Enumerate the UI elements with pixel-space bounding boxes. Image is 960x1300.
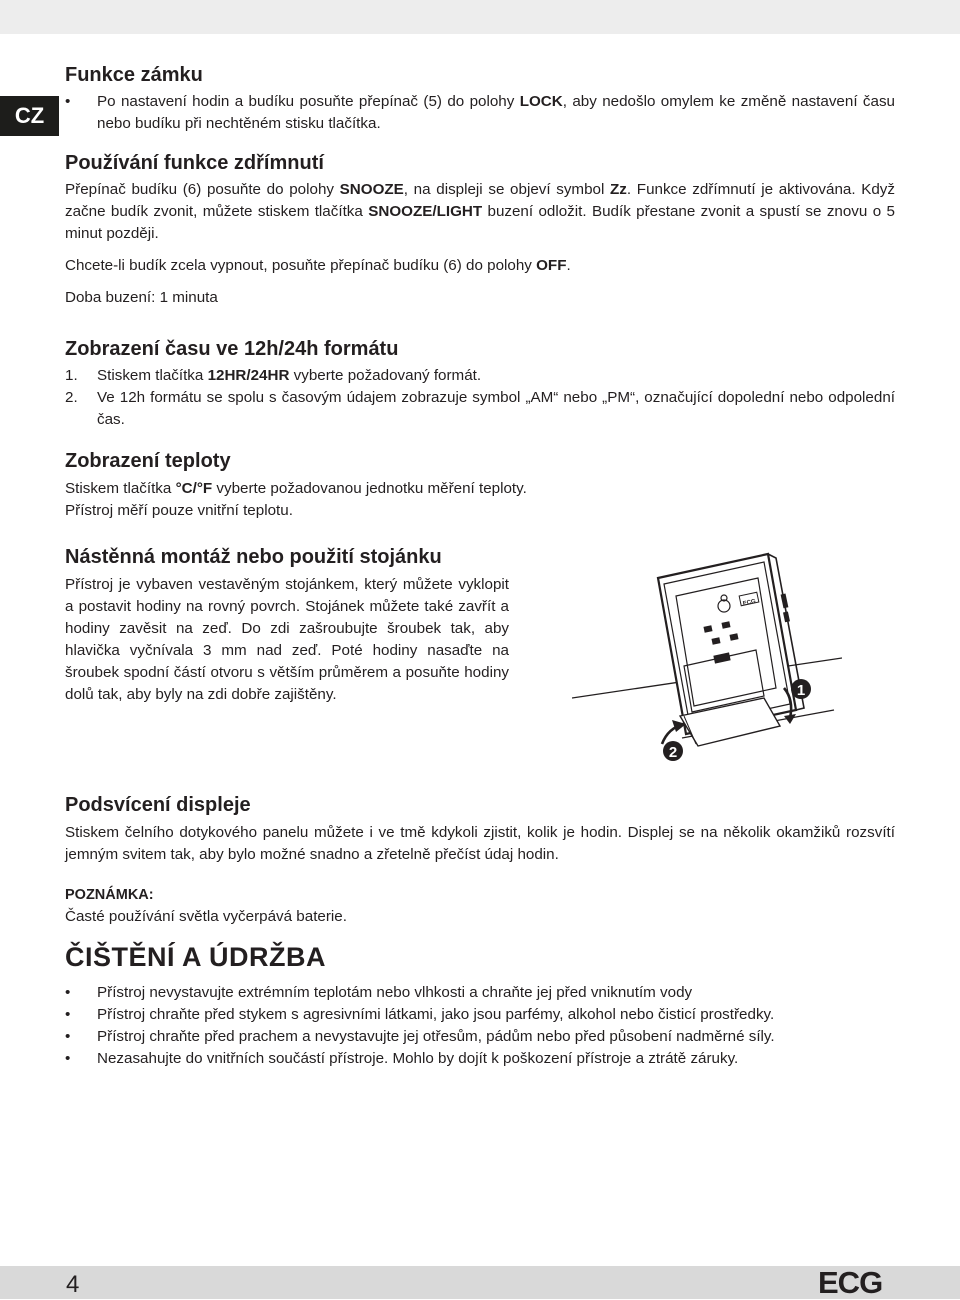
temperature-note: Přístroj měří pouze vnitřní teplotu. <box>65 502 293 519</box>
mounting-heading: Nástěnná montáž nebo použití stojánku <box>65 546 442 568</box>
mounting-section <box>65 544 509 706</box>
callout-1: 1 <box>796 682 806 699</box>
mounting-paragraph: Přístroj je vybaven vestavěným stojánkem, který můžete vyklopit a postavit hodiny na rovný povrch. Stojánek můžete také zavřít a hodiny zavěsit na zeď. Do zdi zašroubujte šroubek tak, aby hlavička vyčnívala 3 mm nad zeď. Poté hodiny nasaďte na šroubek spodní částí otvoru s větším průměrem a posuňte hodiny dolů tak, aby byly na zdi dobře zajištěny. <box>65 576 509 703</box>
temperature-section <box>65 448 895 522</box>
language-tab: CZ <box>0 96 59 136</box>
backlight-section <box>65 792 895 928</box>
lock-bullet-item: • Po nastavení hodin a budíku posuňte přepínač (5) do polohy LOCK, aby nedošlo omylem ke změně nastavení času nebo budíku při nechtěném stisku tlačítka. <box>65 93 895 132</box>
lock-section <box>65 62 895 135</box>
cleaning-list <box>65 982 895 1070</box>
timeformat-heading: Zobrazení času ve 12h/24h formátu <box>65 338 399 360</box>
brand-logo: ECG <box>818 1265 883 1300</box>
snooze-paragraph: Přepínač budíku (6) posuňte do polohy SNOOZE, na displeji se objeví symbol Zz. Funkce zdřímnutí je aktivována. Když začne budík zvonit, můžete stiskem tlačítka SNOOZE/LIGHT buzení odložit. Budík přestane zvonit a spustí se znovu o 5 minut později. <box>65 181 895 242</box>
side-button <box>783 611 790 622</box>
device-logo: ECG <box>742 598 757 608</box>
cleaning-section <box>65 940 895 1070</box>
note-label: POZNÁMKA: <box>65 887 154 903</box>
snooze-off-paragraph: Chcete-li budík zcela vypnout, posuňte přepínač budíku (6) do polohy OFF. <box>65 257 571 274</box>
cleaning-item: • Přístroj chraňte před prachem a nevystavujte jej otřesům, pádům nebo před působení nadměrné síly. <box>65 1028 775 1045</box>
lock-heading: Funkce zámku <box>65 64 203 86</box>
timeformat-section <box>65 336 895 431</box>
snooze-section <box>65 150 895 309</box>
snooze-heading: Používání funkce zdřímnutí <box>65 152 324 174</box>
side-button <box>781 594 789 609</box>
temperature-heading: Zobrazení teploty <box>65 450 231 472</box>
temperature-paragraph: Stiskem tlačítka °C/°F vyberte požadovanou jednotku měření teploty. <box>65 480 527 497</box>
footer-band <box>0 1266 960 1299</box>
timeformat-step: 1. Stiskem tlačítka 12HR/24HR vyberte požadovaný formát. <box>65 367 482 384</box>
cleaning-item: • Přístroj chraňte před stykem s agresivními látkami, jako jsou parfémy, alkohol nebo čisticí prostředky. <box>65 1006 775 1023</box>
cleaning-item: • Přístroj nevystavujte extrémním teplotám nebo vlhkosti a chraňte jej před vniknutím vody <box>65 984 693 1001</box>
alarm-duration: Doba buzení: 1 minuta <box>65 289 218 306</box>
callout-2: 2 <box>668 744 678 761</box>
cleaning-item: • Nezasahujte do vnitřních součástí přístroje. Mohlo by dojít k poškození přístroje a ztrátě záruky. <box>65 1050 739 1067</box>
cleaning-heading: ČIŠTĚNÍ A ÚDRŽBA <box>65 942 326 972</box>
note-text: Časté používání světla vyčerpává baterie. <box>65 908 347 925</box>
clock-stand-illustration <box>572 548 842 778</box>
top-band <box>0 0 960 34</box>
backlight-heading: Podsvícení displeje <box>65 794 251 816</box>
timeformat-step: 2. Ve 12h formátu se spolu s časovým údajem zobrazuje symbol „AM“ nebo „PM“, označující dopolední nebo odpolední čas. <box>65 389 895 428</box>
page-number: 4 <box>66 1271 80 1298</box>
backlight-paragraph: Stiskem čelního dotykového panelu můžete i ve tmě kdykoli zjistit, kolik je hodin. Displej se na několik okamžiků rozsvítí jemným svitem tak, aby bylo možné snadno a zřetelně přečíst údaj hodin. <box>65 824 895 863</box>
